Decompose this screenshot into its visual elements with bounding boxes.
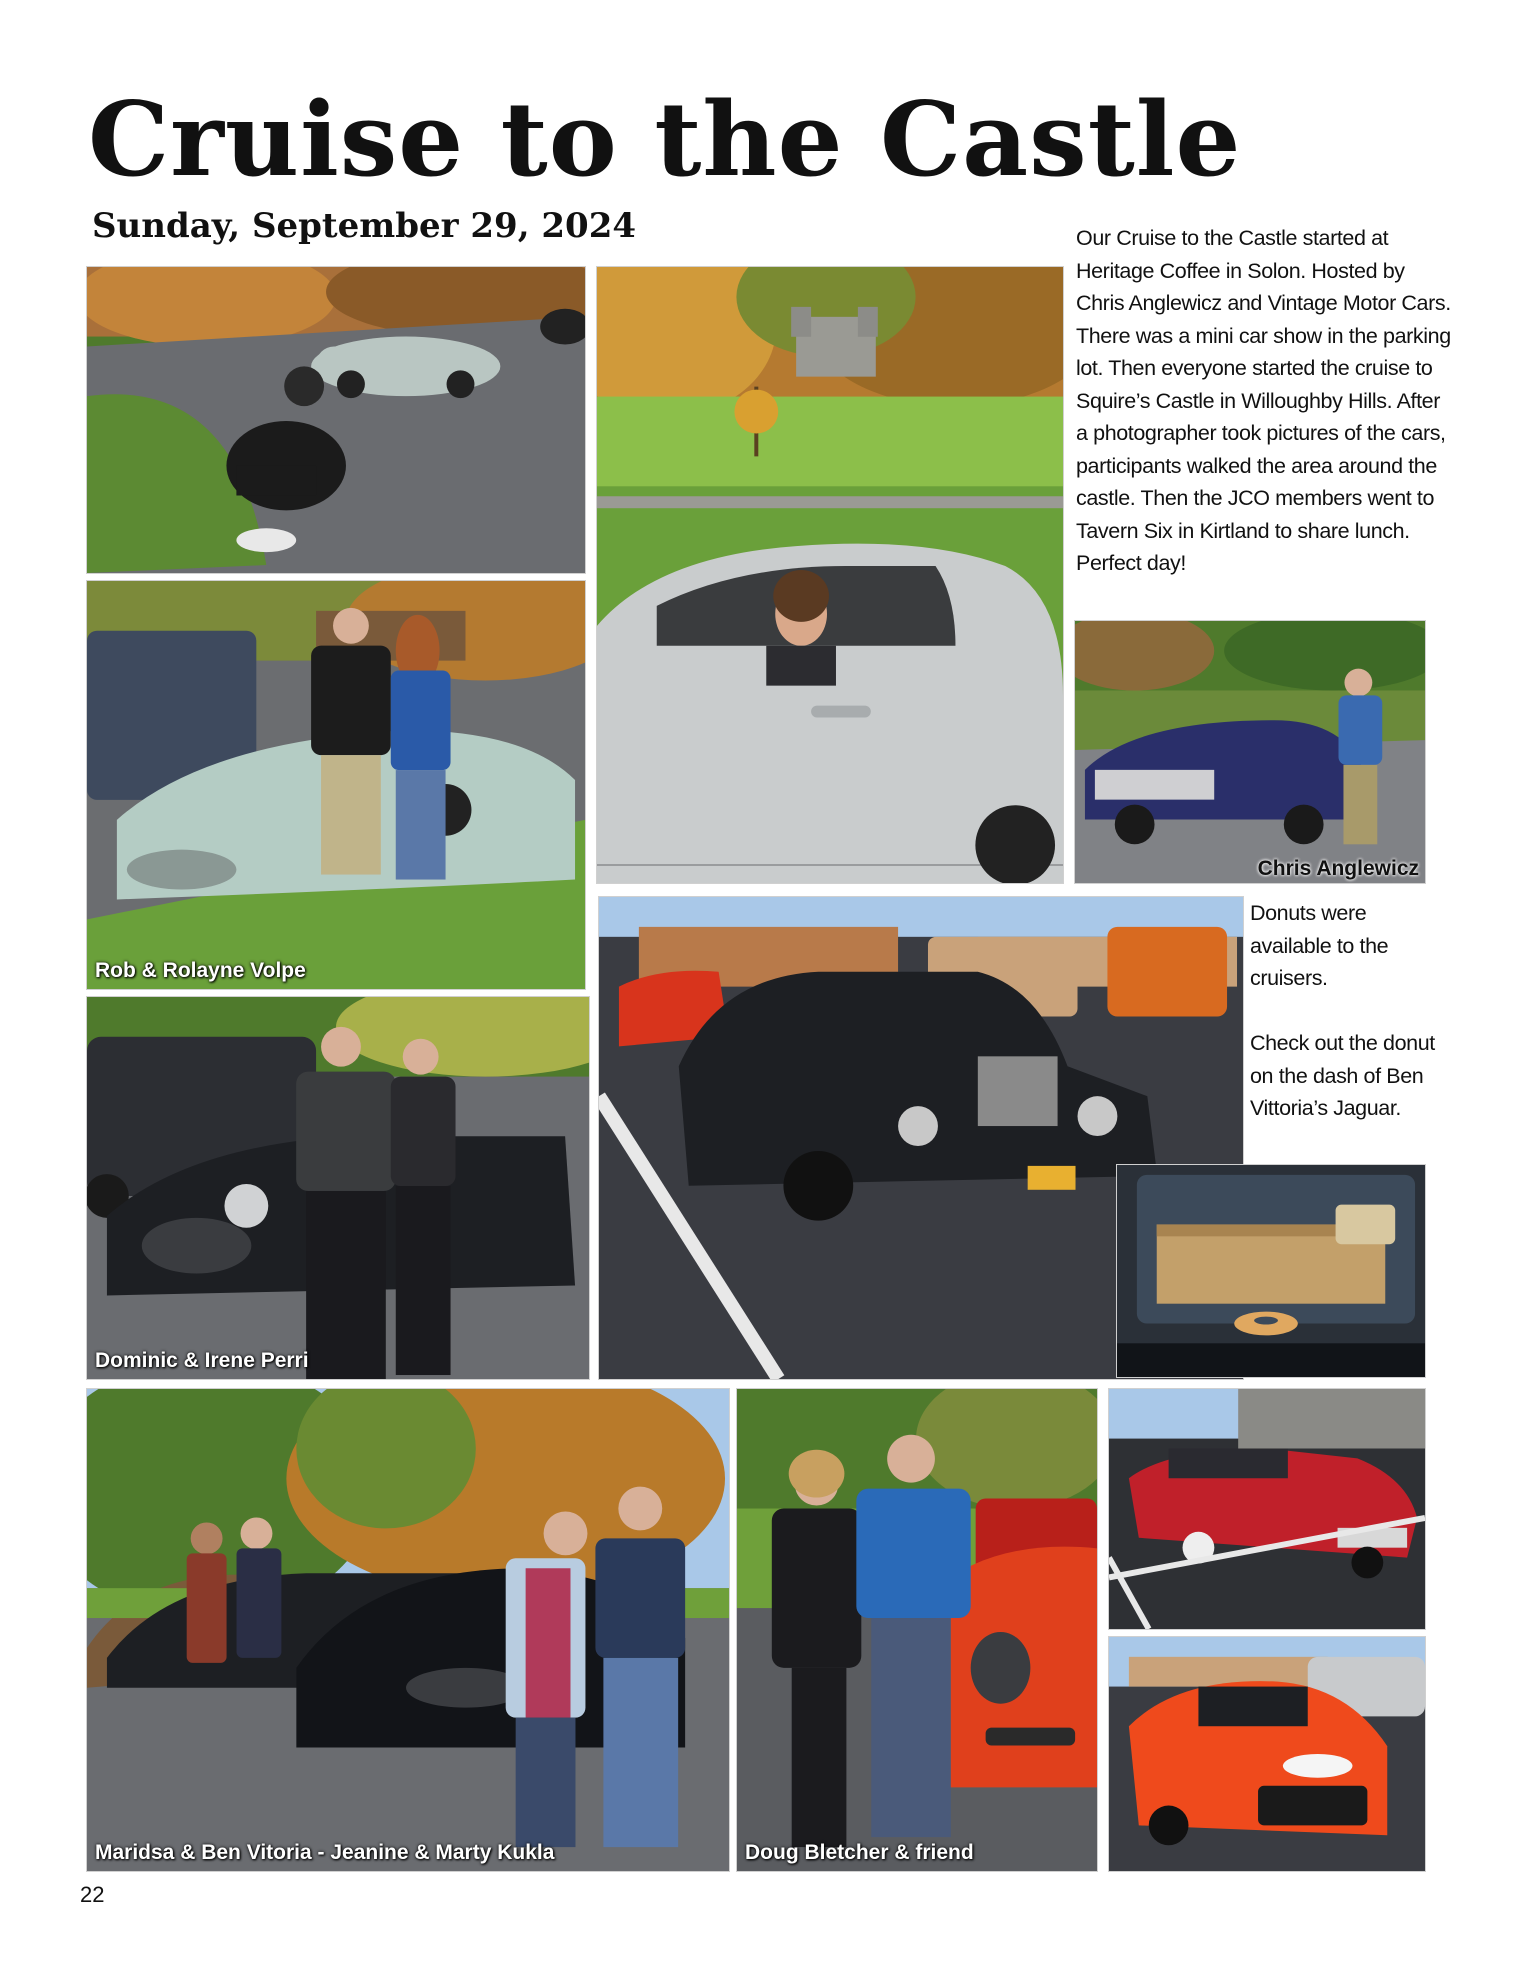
photo-photographer-jaguar bbox=[86, 266, 586, 574]
caption-bletcher: Doug Bletcher & friend bbox=[745, 1841, 974, 1864]
caption-volpe: Rob & Rolayne Volpe bbox=[95, 959, 306, 982]
donuts-available-text: Donuts were available to the cruisers. bbox=[1250, 901, 1389, 990]
photo-perri bbox=[86, 996, 590, 1380]
donuts-note bbox=[1250, 897, 1450, 1125]
photo-bletcher bbox=[736, 1388, 1098, 1872]
photo-red-cadillac bbox=[1108, 1388, 1426, 1630]
caption-perri: Dominic & Irene Perri bbox=[95, 1349, 309, 1372]
photo-anglewicz bbox=[1074, 620, 1426, 884]
caption-vitoria-kukla: Maridsa & Ben Vitoria - Jeanine & Marty Kukla bbox=[95, 1841, 555, 1864]
photo-vitoria-kukla bbox=[86, 1388, 730, 1872]
photo-castle-silver-car bbox=[596, 266, 1064, 884]
page-title: Cruise to the Castle bbox=[88, 80, 1242, 200]
photo-donut-dash bbox=[1116, 1164, 1426, 1378]
page-number: 22 bbox=[80, 1882, 105, 1907]
story-text: Our Cruise to the Castle started at Heritage Coffee in Solon. Hosted by Chris Anglewicz and Vintage Motor Cars. There was a mini car show in the parking lot. Then everyone started the cruise to Squire’s Castle in Willoughby Hills. After a photographer took pictures of the cars, participants walked the area around the castle. Then the JCO members went to Tavern Six in Kirtland to share lunch. Perfect day! bbox=[1076, 226, 1451, 575]
event-date: Sunday, September 29, 2024 bbox=[92, 206, 637, 246]
caption-anglewicz: Chris Anglewicz bbox=[1257, 857, 1419, 880]
photo-volpe bbox=[86, 580, 586, 990]
photo-orange-audi bbox=[1108, 1636, 1426, 1872]
donut-dash-text: Check out the donut on the dash of Ben Vittoria’s Jaguar. bbox=[1250, 1031, 1435, 1120]
